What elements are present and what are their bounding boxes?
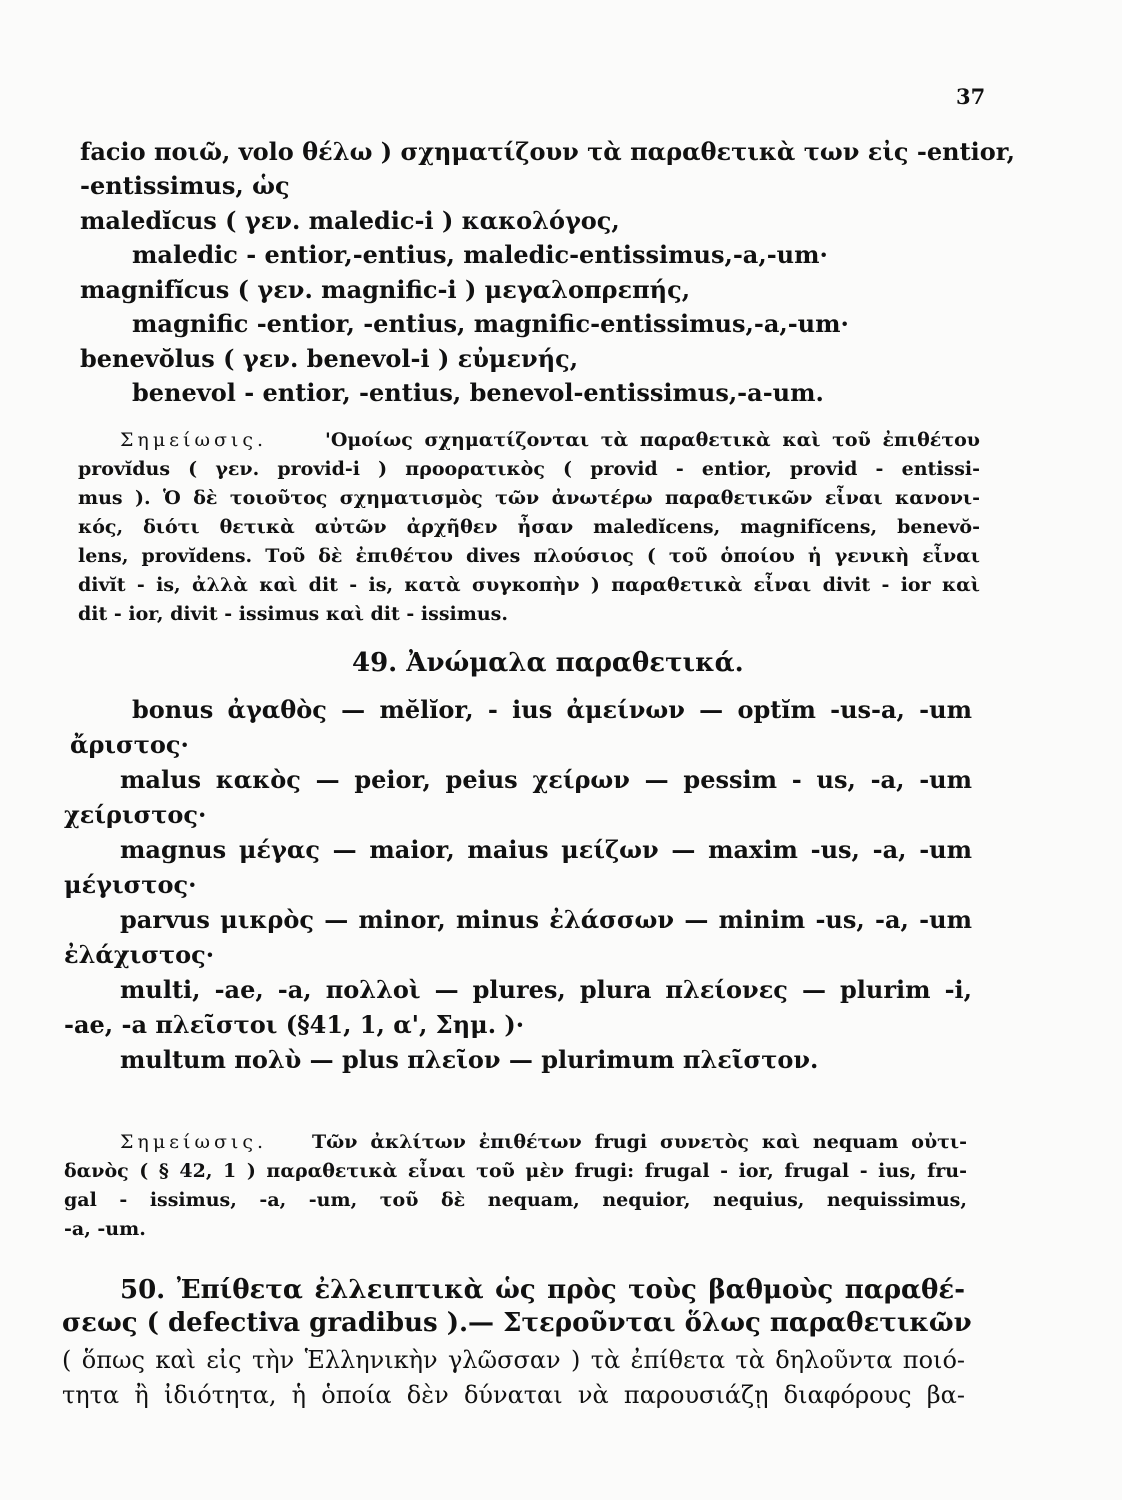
note-line: provĭdus ( γεν. provid-i ) προορατικὸς ( provid - entior, provid - entissi- [78, 458, 980, 480]
paradigm-line: multi, -ae, -a, πολλοὶ — plures, plura πλείονες — plurim -i, [120, 975, 973, 1004]
paradigm-line: magnus μέγας — maior, maius μείζων — maxim -us, -a, -um [120, 835, 972, 864]
paradigm-line: malus κακὸς — peior, peius χείρων — pessim - us, -a, -um [120, 765, 972, 794]
paradigm-line: μέγιστος· [64, 870, 197, 899]
paradigm-line: bonus ἀγαθὸς — mĕlĭor, - ius ἀμείνων — optĭm -us-a, -um [132, 695, 972, 724]
note-line: κός, διότι θετικὰ αὐτῶν ἀρχῆθεν ἦσαν maledĭcens, magnifĭcens, benevŏ- [78, 516, 980, 538]
text-line: benevol - entior, -entius, benevol-entissimus,-a-um. [132, 378, 824, 407]
page-number: 37 [956, 84, 986, 109]
text-line: maledic - entior,-entius, maledic-entissimus,-a,-um· [132, 240, 828, 269]
text-line: maledĭcus ( γεν. maledic-i ) κακολόγος, [80, 206, 620, 235]
note-line: dit - ior, divit - issimus καὶ dit - issimus. [78, 603, 508, 625]
body-line: τητα ἢ ἰδιότητα, ἡ ὁποία δὲν δύναται νὰ παρουσιάζῃ διαφόρους βα- [62, 1381, 965, 1409]
section-50-heading: σεως ( defectiva gradibus ).— Στεροῦνται ὅλως παραθετικῶν [62, 1308, 972, 1338]
note-line: divĭt - is, ἀλλὰ καὶ dit - is, κατὰ συγκοπὴν ) παραθετικὰ εἶναι divit - ior καὶ [78, 574, 980, 596]
paradigm-line: parvus μικρὸς — minor, minus ἐλάσσων — minim -us, -a, -um [120, 905, 972, 934]
note-label: Σημείωσις. [120, 1131, 268, 1153]
note-label: Σημείωσις. [120, 429, 268, 451]
paradigm-line: χείριστος· [64, 800, 207, 829]
note-line: -a, -um. [64, 1218, 146, 1240]
text-line: magnifĭcus ( γεν. magnific-i ) μεγαλοπρεπής, [80, 275, 691, 304]
note-line: gal - issimus, -a, -um, τοῦ δὲ nequam, nequior, nequius, nequissimus, [64, 1189, 967, 1211]
text-line: benevŏlus ( γεν. benevol-i ) εὐμενής, [80, 344, 579, 373]
note-line: 'Ομοίως σχηματίζονται τὰ παραθετικὰ καὶ τοῦ ἐπιθέτου [325, 429, 980, 451]
text-line: -entissimus, ὡς [80, 171, 290, 200]
text-line: facio ποιῶ, volo θέλω ) σχηματίζουν τὰ παραθετικὰ των εἰς -entior, [80, 137, 1016, 166]
section-50-heading: 50. Ἐπίθετα ἐλλειπτικὰ ὡς πρὸς τοὺς βαθμοὺς παραθέ- [120, 1275, 965, 1305]
paradigm-line: ἄριστος· [70, 730, 189, 759]
paradigm-line: multum πολὺ — plus πλεῖον — plurimum πλεῖστον. [120, 1045, 819, 1074]
note-line: mus ). Ὁ δὲ τοιοῦτος σχηματισμὸς τῶν ἀνωτέρω παραθετικῶν εἶναι κανονι- [78, 487, 980, 509]
section-49-title: 49. Ἀνώμαλα παραθετικά. [352, 648, 744, 678]
body-line: ( ὅπως καὶ εἰς τὴν Ἑλληνικὴν γλῶσσαν ) τὰ ἐπίθετα τὰ δηλοῦντα ποιό- [62, 1346, 965, 1374]
text-line: magnific -entior, -entius, magnific-entissimus,-a,-um· [132, 309, 849, 338]
note-line: Τῶν ἀκλίτων ἐπιθέτων frugi συνετὸς καὶ nequam οὐτι- [312, 1131, 967, 1153]
note-line: δανὸς ( § 42, 1 ) παραθετικὰ εἶναι τοῦ μὲν frugi: frugal - ior, frugal - ius, fru- [64, 1160, 967, 1182]
note-line: lens, provĭdens. Τοῦ δὲ ἐπιθέτου dives πλούσιος ( τοῦ ὁποίου ἡ γενικὴ εἶναι [78, 545, 980, 567]
paradigm-line: ἐλάχιστος· [64, 940, 215, 969]
paradigm-line: -ae, -a πλεῖστοι (§41, 1, α', Σημ. )· [64, 1010, 525, 1039]
